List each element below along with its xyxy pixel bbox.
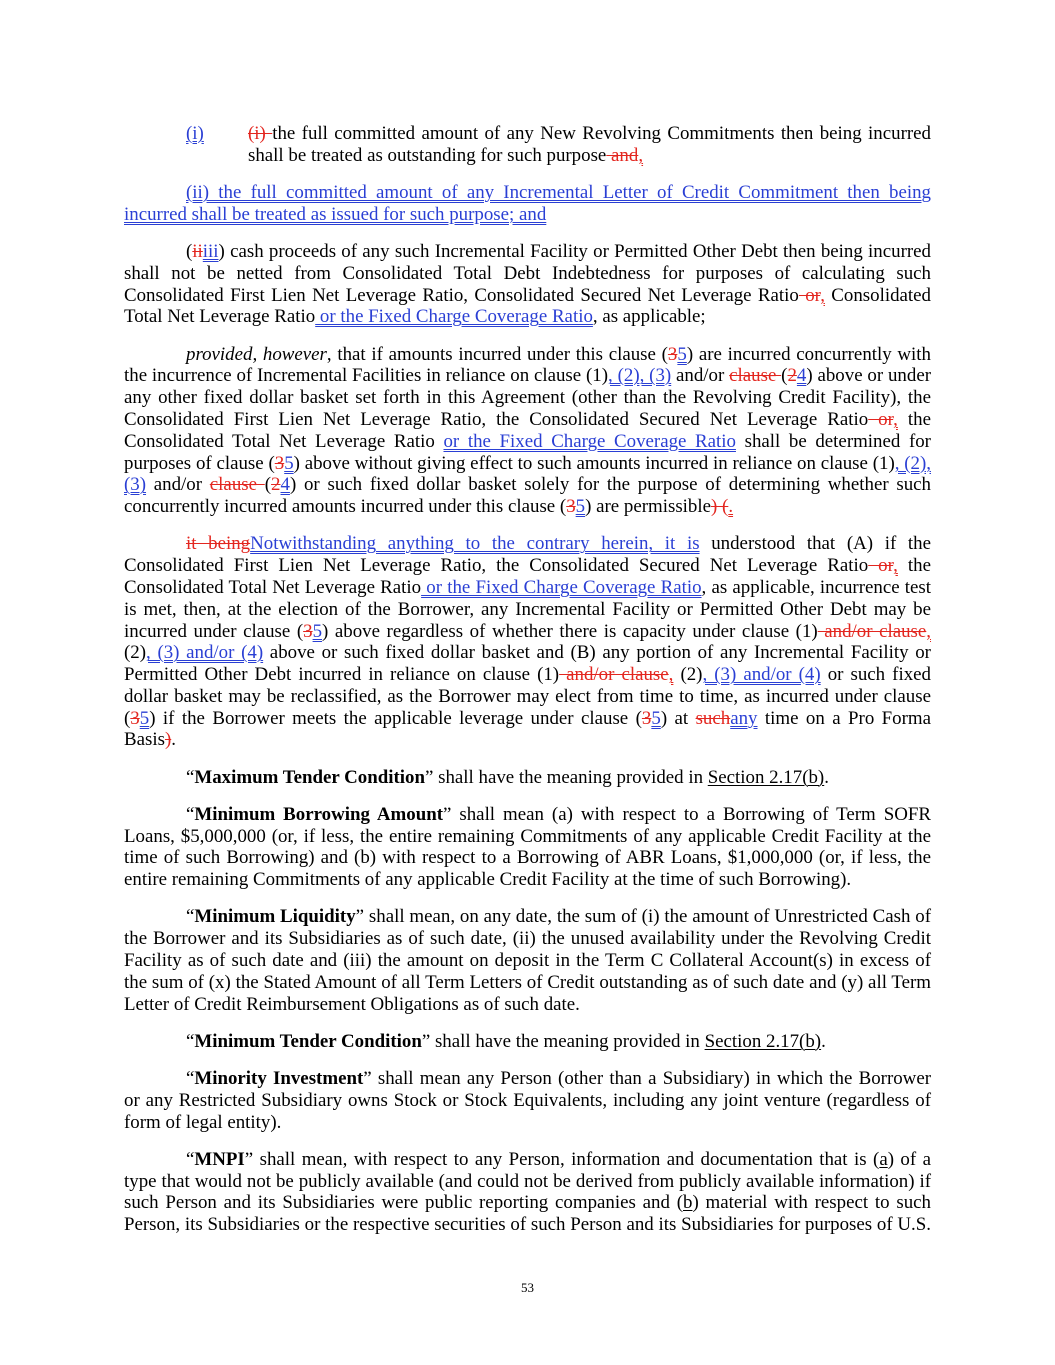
text-run: ( xyxy=(186,240,193,262)
text-run: shall be determined for purposes of clause ( xyxy=(124,430,931,474)
deleted-text: 3 xyxy=(130,707,140,729)
deleted-text: 2 xyxy=(787,365,797,387)
text-run: ” shall mean, with respect to any Person, information and documentation that is ( xyxy=(244,1148,880,1170)
text-run: time on a Pro Forma Basis xyxy=(124,707,931,751)
deleted-text: 3 xyxy=(667,343,678,365)
inserted-text: 5 xyxy=(312,620,323,642)
text-run: . xyxy=(171,729,176,751)
inserted-text: (ii) the full committed amount of any Incremental Letter of Credit Commitment then being incurred shall be treated as issued for such purpose; and xyxy=(124,181,931,225)
deleted-text: or xyxy=(798,284,821,306)
deleted-text: ) xyxy=(164,729,172,751)
deleted-text: 2 xyxy=(271,474,281,496)
text-run: understood that (A) if the Consolidated First Lien Net Leverage Ratio, the Consolidated Secured Net Leverage Ratio xyxy=(124,533,931,577)
document-body xyxy=(124,123,931,1251)
inserted-text: or the Fixed Charge Coverage Ratio xyxy=(421,576,702,598)
text-run: the Consolidated Total Net Leverage Ratio xyxy=(124,408,931,452)
text-run: “ xyxy=(186,1030,195,1052)
text-run: the full committed amount of any New Revolving Commitments then being incurred shall be treated as outstanding for such purpose xyxy=(248,123,931,166)
definition-minority-investment xyxy=(124,1068,931,1133)
definition-maximum-tender-condition xyxy=(124,767,931,789)
underlined-text: b xyxy=(683,1192,693,1214)
deleted-text: 3 xyxy=(274,452,285,474)
clause-iii-paragraph xyxy=(124,241,931,328)
text-run: , as applicable; xyxy=(592,306,706,328)
italic-text: provided, however xyxy=(186,343,327,365)
text-run: ” shall have the meaning provided in xyxy=(424,766,708,788)
clause-ii-paragraph xyxy=(124,182,931,226)
inserted-punctuation: , xyxy=(893,408,898,430)
definition-minimum-borrowing-amount xyxy=(124,804,931,891)
defined-term: MNPI xyxy=(194,1148,245,1170)
inserted-text: any xyxy=(730,707,758,729)
inserted-text: , (2), (3) xyxy=(124,452,931,496)
text-run: and/or xyxy=(146,474,210,496)
inserted-punctuation: . xyxy=(728,496,734,518)
definition-mnpi xyxy=(124,1149,931,1236)
text-run: or such fixed dollar basket may be reclassified, as the Borrower may elect from time to time, as incurred under clause ( xyxy=(124,664,931,729)
text-run: ) are incurred concurrently with the incurrence of Incremental Facilities in reliance on clause (1) xyxy=(124,343,931,387)
inserted-text: iii xyxy=(202,240,219,262)
inserted-text: 5 xyxy=(139,707,150,729)
text-run: , that if amounts incurred under this clause ( xyxy=(326,343,668,365)
inserted-text: , (2), (3) xyxy=(608,365,672,387)
clause-i-paragraph xyxy=(124,123,931,167)
inserted-punctuation: , xyxy=(638,144,644,166)
inserted-punctuation: , xyxy=(926,620,932,642)
definition-minimum-liquidity xyxy=(124,906,931,1015)
text-run: “ xyxy=(186,1148,195,1170)
deleted-text: clause xyxy=(209,474,265,496)
text-run: “ xyxy=(186,766,195,788)
text-run: “ xyxy=(186,1068,195,1089)
inserted-text: 5 xyxy=(284,452,294,474)
deleted-text: and/or clause xyxy=(817,620,927,642)
inserted-text: 5 xyxy=(677,343,687,365)
defined-term: Minimum Liquidity xyxy=(194,906,356,928)
text-run: . xyxy=(824,766,829,788)
defined-term: Minimum Tender Condition xyxy=(194,1030,422,1052)
inserted-text: 4 xyxy=(796,365,807,387)
text-run: “ xyxy=(186,803,195,825)
inserted-text: Notwithstanding anything to the contrary herein, it is xyxy=(250,533,700,555)
underlined-text: Section 2.17(b) xyxy=(707,766,825,788)
inserted-text: or the Fixed Charge Coverage Ratio xyxy=(443,430,736,452)
text-run: ) are permissible xyxy=(585,496,711,518)
page-number: 53 xyxy=(521,1280,534,1295)
inserted-text: 5 xyxy=(575,496,586,518)
text-run: ) if the Borrower meets the applicable leverage under clause ( xyxy=(149,707,642,729)
text-run: ) at xyxy=(660,707,696,729)
deleted-text: clause xyxy=(729,365,782,387)
inserted-punctuation: , xyxy=(893,555,898,577)
text-run: ) above or under any other fixed dollar basket set forth in this Agreement (other than the Revolving Credit Facility), the Consolidated First Lien Net Leverage Ratio, the Consolidated Secured Net Leverage Ratio xyxy=(124,365,931,430)
text-run: ) above without giving effect to such amounts incurred in reliance on clause (1) xyxy=(293,452,895,474)
text-run: ( xyxy=(264,474,272,496)
text-run: . xyxy=(821,1030,826,1052)
text-run: “ xyxy=(186,906,195,928)
deleted-text: such xyxy=(695,707,731,729)
text-run: ) material with respect to such Person, its Subsidiaries or the respective securities of such Person and its Subsidiaries for purposes of U.S. xyxy=(124,1192,931,1236)
text-run: ) or such fixed dollar basket solely for the purpose of determining whether such concurrently incurred amounts incurred under this clause ( xyxy=(124,474,931,518)
deleted-text: it being xyxy=(186,533,251,555)
deleted-text: ii xyxy=(192,240,203,262)
text-run: (2) xyxy=(124,642,147,664)
proviso-paragraph xyxy=(124,344,931,518)
text-run: and/or xyxy=(671,365,730,387)
defined-term: Minority Investment xyxy=(194,1068,364,1089)
notwithstanding-paragraph xyxy=(124,533,931,751)
deleted-text: or xyxy=(868,555,894,577)
text-run: ( xyxy=(781,365,788,387)
deleted-text: 3 xyxy=(303,620,313,642)
defined-term: Maximum Tender Condition xyxy=(194,766,425,788)
inserted-text: 5 xyxy=(651,707,661,729)
definition-minimum-tender-condition xyxy=(124,1031,931,1053)
defined-term: Minimum Borrowing Amount xyxy=(194,803,444,825)
underlined-text: a xyxy=(879,1148,888,1170)
deleted-text: and/or clause xyxy=(559,664,669,686)
text-run: ) above regardless of whether there is capacity under clause (1) xyxy=(322,620,818,642)
text-run: the Consolidated Total Net Leverage Ratio xyxy=(124,555,931,598)
text-run: ) cash proceeds of any such Incremental Facility or Permitted Other Debt then being incurred shall not be netted from Consolidated Total Debt Indebtedness for purposes of calculating such Consolidated First Lien Net Leverage Ratio, Consolidated Secured Net Leverage Ratio xyxy=(124,240,931,306)
text-run: Consolidated Total Net Leverage Ratio xyxy=(124,284,932,328)
underlined-text: Section 2.17(b) xyxy=(704,1030,822,1052)
deleted-text: (i) xyxy=(248,123,273,144)
deleted-text: 3 xyxy=(566,496,576,518)
text-run: ” shall have the meaning provided in xyxy=(421,1030,705,1052)
deleted-text: 3 xyxy=(641,707,652,729)
text-run: ) of a type that would not be publicly available (and could not be derived from publicly available information) if such Person and its Subsidiaries were public reporting companies and ( xyxy=(124,1148,931,1214)
text-run: ” shall mean (a) with respect to a Borrowing of Term SOFR Loans, $5,000,000 (or, if less, the entire remaining Commitments of any applicable Credit Facility at the time of such Borrowing) and (b) with respect to a Borrowing of ABR Loans, $1,000,000 (or, if less, the entire remaining Commitments of any applicable Credit Facility at the time of such Borrowing). xyxy=(124,803,931,891)
inserted-punctuation: , xyxy=(668,664,674,686)
text-run: above or such fixed dollar basket and (B) any portion of any Incremental Facility or Permitted Other Debt incurred in reliance on clause (1) xyxy=(124,642,931,686)
deleted-text: or xyxy=(868,408,894,430)
inserted-text: 4 xyxy=(280,474,290,496)
deleted-text: ) ( xyxy=(711,496,729,518)
text-run: , as applicable, incurrence test is met, then, at the election of the Borrower, any Incremental Facility or Permitted Other Debt may be incurred under clause ( xyxy=(124,576,932,642)
inserted-text: or the Fixed Charge Coverage Ratio xyxy=(315,306,593,328)
text-run: (2) xyxy=(673,664,703,686)
deleted-text: and xyxy=(606,144,639,166)
inserted-text: , (3) and/or (4) xyxy=(702,664,821,686)
inserted-punctuation: , xyxy=(820,284,825,306)
text-run: ” shall mean any Person (other than a Subsidiary) in which the Borrower or any Restricted Subsidiary owns Stock or Stock Equivalents, including any joint venture (regardless of form of legal entity). xyxy=(124,1068,931,1133)
inserted-text: , (3) and/or (4) xyxy=(146,642,264,664)
clause-i-label: (i) xyxy=(186,123,204,144)
text-run: ” shall mean, on any date, the sum of (i) the amount of Unrestricted Cash of the Borrower and its Subsidiaries as of such date, (ii) the unused availability under the Revolving Credit Facility as of such date and (iii) the amount on deposit in the Term C Collateral Account(s) in excess of the sum of (x) the Stated Amount of all Term Letters of Credit outstanding as of such date and (y) all Term Letter of Credit Reimbursement Obligations as of such date. xyxy=(124,906,931,1015)
